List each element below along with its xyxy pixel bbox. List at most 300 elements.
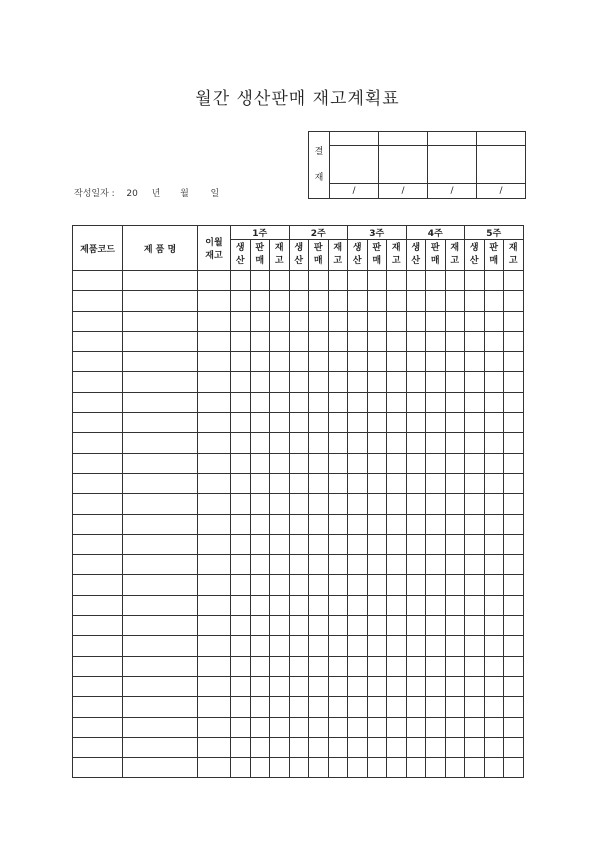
table-cell[interactable]: [406, 311, 426, 331]
table-cell[interactable]: [348, 534, 368, 554]
table-cell[interactable]: [198, 311, 231, 331]
table-cell[interactable]: [289, 494, 309, 514]
table-cell[interactable]: [328, 291, 348, 311]
table-cell[interactable]: [387, 291, 407, 311]
table-cell[interactable]: [504, 271, 524, 291]
table-cell[interactable]: [465, 352, 485, 372]
table-cell[interactable]: [123, 636, 198, 656]
table-cell[interactable]: [348, 555, 368, 575]
table-cell[interactable]: [123, 291, 198, 311]
table-cell[interactable]: [270, 473, 290, 493]
table-cell[interactable]: [289, 392, 309, 412]
table-cell[interactable]: [198, 473, 231, 493]
table-cell[interactable]: [289, 413, 309, 433]
table-cell[interactable]: [270, 737, 290, 757]
table-cell[interactable]: [348, 331, 368, 351]
table-cell[interactable]: [328, 271, 348, 291]
table-cell[interactable]: [504, 352, 524, 372]
table-cell[interactable]: [465, 291, 485, 311]
table-cell[interactable]: [367, 453, 387, 473]
table-cell[interactable]: [387, 413, 407, 433]
table-cell[interactable]: [123, 413, 198, 433]
table-cell[interactable]: [406, 656, 426, 676]
table-cell[interactable]: [484, 271, 504, 291]
table-cell[interactable]: [504, 372, 524, 392]
table-cell[interactable]: [426, 514, 446, 534]
table-cell[interactable]: [250, 392, 270, 412]
table-cell[interactable]: [445, 352, 465, 372]
table-cell[interactable]: [250, 575, 270, 595]
table-cell[interactable]: [387, 758, 407, 778]
table-cell[interactable]: [250, 737, 270, 757]
table-cell[interactable]: [348, 575, 368, 595]
table-cell[interactable]: [309, 453, 329, 473]
table-cell[interactable]: [309, 271, 329, 291]
table-cell[interactable]: [348, 758, 368, 778]
table-cell[interactable]: [504, 676, 524, 696]
table-cell[interactable]: [504, 433, 524, 453]
table-cell[interactable]: [406, 473, 426, 493]
table-cell[interactable]: [504, 311, 524, 331]
table-cell[interactable]: [328, 331, 348, 351]
table-cell[interactable]: [406, 534, 426, 554]
table-cell[interactable]: [348, 595, 368, 615]
table-cell[interactable]: [445, 737, 465, 757]
table-cell[interactable]: [445, 717, 465, 737]
table-cell[interactable]: [465, 311, 485, 331]
table-cell[interactable]: [289, 534, 309, 554]
table-cell[interactable]: [231, 636, 251, 656]
table-cell[interactable]: [426, 616, 446, 636]
table-cell[interactable]: [406, 758, 426, 778]
table-cell[interactable]: [348, 636, 368, 656]
table-cell[interactable]: [231, 656, 251, 676]
table-cell[interactable]: [465, 595, 485, 615]
table-cell[interactable]: [73, 676, 123, 696]
table-cell[interactable]: [484, 697, 504, 717]
table-cell[interactable]: [328, 656, 348, 676]
table-cell[interactable]: [387, 595, 407, 615]
table-cell[interactable]: [348, 453, 368, 473]
table-cell[interactable]: [484, 433, 504, 453]
table-cell[interactable]: [426, 717, 446, 737]
table-cell[interactable]: [465, 331, 485, 351]
table-cell[interactable]: [73, 575, 123, 595]
table-cell[interactable]: [198, 616, 231, 636]
table-cell[interactable]: [250, 271, 270, 291]
table-cell[interactable]: [465, 737, 485, 757]
table-cell[interactable]: [445, 616, 465, 636]
table-cell[interactable]: [309, 311, 329, 331]
table-cell[interactable]: [250, 636, 270, 656]
table-cell[interactable]: [198, 392, 231, 412]
table-cell[interactable]: [328, 717, 348, 737]
table-cell[interactable]: [231, 433, 251, 453]
table-cell[interactable]: [484, 392, 504, 412]
table-cell[interactable]: [123, 271, 198, 291]
table-cell[interactable]: [387, 392, 407, 412]
table-cell[interactable]: [426, 494, 446, 514]
table-cell[interactable]: [328, 534, 348, 554]
approval-title-slot[interactable]: [477, 132, 526, 146]
table-cell[interactable]: [367, 737, 387, 757]
table-cell[interactable]: [270, 758, 290, 778]
table-cell[interactable]: [309, 697, 329, 717]
table-cell[interactable]: [426, 331, 446, 351]
table-cell[interactable]: [426, 697, 446, 717]
approval-sign-slot[interactable]: [428, 146, 477, 184]
table-cell[interactable]: [348, 352, 368, 372]
table-cell[interactable]: [309, 737, 329, 757]
table-cell[interactable]: [198, 413, 231, 433]
table-cell[interactable]: [123, 331, 198, 351]
table-cell[interactable]: [250, 676, 270, 696]
table-cell[interactable]: [367, 331, 387, 351]
table-cell[interactable]: [387, 534, 407, 554]
table-cell[interactable]: [406, 331, 426, 351]
table-cell[interactable]: [289, 595, 309, 615]
table-cell[interactable]: [289, 758, 309, 778]
table-cell[interactable]: [289, 737, 309, 757]
approval-title-slot[interactable]: [379, 132, 428, 146]
table-cell[interactable]: [198, 758, 231, 778]
table-cell[interactable]: [465, 453, 485, 473]
table-cell[interactable]: [270, 433, 290, 453]
table-cell[interactable]: [367, 473, 387, 493]
table-cell[interactable]: [445, 494, 465, 514]
table-cell[interactable]: [367, 271, 387, 291]
table-cell[interactable]: [73, 311, 123, 331]
table-cell[interactable]: [484, 473, 504, 493]
table-cell[interactable]: [328, 555, 348, 575]
table-cell[interactable]: [270, 392, 290, 412]
table-cell[interactable]: [328, 392, 348, 412]
table-cell[interactable]: [198, 656, 231, 676]
table-cell[interactable]: [406, 372, 426, 392]
table-cell[interactable]: [484, 352, 504, 372]
table-cell[interactable]: [406, 494, 426, 514]
table-cell[interactable]: [198, 534, 231, 554]
table-cell[interactable]: [328, 616, 348, 636]
table-cell[interactable]: [289, 676, 309, 696]
table-cell[interactable]: [250, 331, 270, 351]
table-cell[interactable]: [270, 575, 290, 595]
table-cell[interactable]: [231, 717, 251, 737]
table-cell[interactable]: [289, 311, 309, 331]
table-cell[interactable]: [426, 555, 446, 575]
table-cell[interactable]: [426, 453, 446, 473]
table-cell[interactable]: [250, 473, 270, 493]
table-cell[interactable]: [270, 656, 290, 676]
table-cell[interactable]: [289, 372, 309, 392]
table-cell[interactable]: [123, 453, 198, 473]
table-cell[interactable]: [250, 697, 270, 717]
table-cell[interactable]: [73, 555, 123, 575]
table-cell[interactable]: [328, 453, 348, 473]
table-cell[interactable]: [367, 717, 387, 737]
table-cell[interactable]: [367, 595, 387, 615]
table-cell[interactable]: [309, 534, 329, 554]
table-cell[interactable]: [504, 514, 524, 534]
approval-title-slot[interactable]: [330, 132, 379, 146]
table-cell[interactable]: [123, 372, 198, 392]
table-cell[interactable]: [270, 453, 290, 473]
table-cell[interactable]: [465, 413, 485, 433]
table-cell[interactable]: [250, 372, 270, 392]
table-cell[interactable]: [445, 595, 465, 615]
approval-title-slot[interactable]: [428, 132, 477, 146]
table-cell[interactable]: [198, 291, 231, 311]
table-cell[interactable]: [348, 392, 368, 412]
table-cell[interactable]: [465, 514, 485, 534]
table-cell[interactable]: [328, 697, 348, 717]
table-cell[interactable]: [231, 514, 251, 534]
table-cell[interactable]: [289, 453, 309, 473]
table-cell[interactable]: [289, 656, 309, 676]
table-cell[interactable]: [73, 433, 123, 453]
table-cell[interactable]: [309, 392, 329, 412]
table-cell[interactable]: [198, 352, 231, 372]
table-cell[interactable]: [328, 676, 348, 696]
approval-sign-slot[interactable]: [477, 146, 526, 184]
table-cell[interactable]: [367, 534, 387, 554]
table-cell[interactable]: [465, 676, 485, 696]
table-cell[interactable]: [309, 656, 329, 676]
table-cell[interactable]: [123, 392, 198, 412]
table-cell[interactable]: [406, 717, 426, 737]
table-cell[interactable]: [387, 737, 407, 757]
table-cell[interactable]: [445, 534, 465, 554]
table-cell[interactable]: [504, 575, 524, 595]
table-cell[interactable]: [445, 413, 465, 433]
table-cell[interactable]: [426, 372, 446, 392]
table-cell[interactable]: [73, 697, 123, 717]
table-cell[interactable]: [231, 413, 251, 433]
table-cell[interactable]: [484, 413, 504, 433]
table-cell[interactable]: [198, 737, 231, 757]
table-cell[interactable]: [348, 372, 368, 392]
table-cell[interactable]: [73, 717, 123, 737]
table-cell[interactable]: [250, 453, 270, 473]
table-cell[interactable]: [504, 413, 524, 433]
table-cell[interactable]: [426, 473, 446, 493]
table-cell[interactable]: [406, 433, 426, 453]
table-cell[interactable]: [123, 534, 198, 554]
table-cell[interactable]: [465, 575, 485, 595]
table-cell[interactable]: [309, 331, 329, 351]
table-cell[interactable]: [484, 311, 504, 331]
table-cell[interactable]: [445, 392, 465, 412]
table-cell[interactable]: [123, 595, 198, 615]
table-cell[interactable]: [328, 473, 348, 493]
table-cell[interactable]: [198, 271, 231, 291]
table-cell[interactable]: [484, 494, 504, 514]
table-cell[interactable]: [250, 717, 270, 737]
table-cell[interactable]: [289, 433, 309, 453]
table-cell[interactable]: [250, 352, 270, 372]
table-cell[interactable]: [73, 494, 123, 514]
table-cell[interactable]: [328, 575, 348, 595]
table-cell[interactable]: [250, 656, 270, 676]
table-cell[interactable]: [406, 453, 426, 473]
table-cell[interactable]: [73, 616, 123, 636]
table-cell[interactable]: [465, 494, 485, 514]
table-cell[interactable]: [367, 352, 387, 372]
table-cell[interactable]: [465, 636, 485, 656]
table-cell[interactable]: [73, 331, 123, 351]
table-cell[interactable]: [250, 534, 270, 554]
table-cell[interactable]: [387, 514, 407, 534]
table-cell[interactable]: [426, 433, 446, 453]
table-cell[interactable]: [309, 433, 329, 453]
table-cell[interactable]: [250, 758, 270, 778]
table-cell[interactable]: [406, 352, 426, 372]
table-cell[interactable]: [445, 433, 465, 453]
table-cell[interactable]: [426, 575, 446, 595]
table-cell[interactable]: [231, 555, 251, 575]
table-cell[interactable]: [348, 433, 368, 453]
table-cell[interactable]: [270, 413, 290, 433]
table-cell[interactable]: [289, 514, 309, 534]
table-cell[interactable]: [270, 555, 290, 575]
table-cell[interactable]: [289, 636, 309, 656]
table-cell[interactable]: [387, 575, 407, 595]
table-cell[interactable]: [367, 413, 387, 433]
table-cell[interactable]: [504, 291, 524, 311]
approval-sign-slot[interactable]: [330, 146, 379, 184]
table-cell[interactable]: [367, 697, 387, 717]
table-cell[interactable]: [348, 514, 368, 534]
table-cell[interactable]: [123, 494, 198, 514]
table-cell[interactable]: [123, 676, 198, 696]
table-cell[interactable]: [445, 453, 465, 473]
table-cell[interactable]: [73, 271, 123, 291]
table-cell[interactable]: [73, 352, 123, 372]
table-cell[interactable]: [406, 575, 426, 595]
table-cell[interactable]: [484, 372, 504, 392]
table-cell[interactable]: [309, 352, 329, 372]
table-cell[interactable]: [309, 413, 329, 433]
table-cell[interactable]: [231, 758, 251, 778]
table-cell[interactable]: [445, 656, 465, 676]
table-cell[interactable]: [309, 758, 329, 778]
table-cell[interactable]: [367, 494, 387, 514]
table-cell[interactable]: [484, 575, 504, 595]
table-cell[interactable]: [406, 555, 426, 575]
table-cell[interactable]: [328, 494, 348, 514]
table-cell[interactable]: [445, 331, 465, 351]
table-cell[interactable]: [231, 575, 251, 595]
approval-date-slot[interactable]: /: [330, 184, 379, 199]
table-cell[interactable]: [309, 616, 329, 636]
table-cell[interactable]: [231, 392, 251, 412]
table-cell[interactable]: [465, 616, 485, 636]
table-cell[interactable]: [309, 595, 329, 615]
table-cell[interactable]: [484, 636, 504, 656]
table-cell[interactable]: [465, 697, 485, 717]
table-cell[interactable]: [123, 311, 198, 331]
table-cell[interactable]: [445, 697, 465, 717]
table-cell[interactable]: [406, 595, 426, 615]
table-cell[interactable]: [406, 413, 426, 433]
table-cell[interactable]: [484, 717, 504, 737]
table-cell[interactable]: [367, 433, 387, 453]
table-cell[interactable]: [504, 656, 524, 676]
table-cell[interactable]: [231, 595, 251, 615]
table-cell[interactable]: [270, 494, 290, 514]
table-cell[interactable]: [348, 737, 368, 757]
table-cell[interactable]: [123, 433, 198, 453]
table-cell[interactable]: [73, 534, 123, 554]
table-cell[interactable]: [465, 473, 485, 493]
table-cell[interactable]: [231, 616, 251, 636]
approval-date-slot[interactable]: /: [428, 184, 477, 199]
table-cell[interactable]: [484, 595, 504, 615]
table-cell[interactable]: [484, 758, 504, 778]
table-cell[interactable]: [445, 271, 465, 291]
table-cell[interactable]: [309, 494, 329, 514]
table-cell[interactable]: [465, 271, 485, 291]
table-cell[interactable]: [387, 697, 407, 717]
table-cell[interactable]: [328, 372, 348, 392]
year-prefix[interactable]: 20: [126, 189, 138, 199]
table-cell[interactable]: [198, 453, 231, 473]
table-cell[interactable]: [270, 697, 290, 717]
table-cell[interactable]: [309, 473, 329, 493]
table-cell[interactable]: [250, 413, 270, 433]
table-cell[interactable]: [387, 555, 407, 575]
table-cell[interactable]: [367, 616, 387, 636]
table-cell[interactable]: [328, 352, 348, 372]
table-cell[interactable]: [426, 636, 446, 656]
table-cell[interactable]: [198, 331, 231, 351]
table-cell[interactable]: [387, 372, 407, 392]
table-cell[interactable]: [387, 636, 407, 656]
table-cell[interactable]: [445, 636, 465, 656]
table-cell[interactable]: [465, 717, 485, 737]
table-cell[interactable]: [348, 271, 368, 291]
table-cell[interactable]: [198, 575, 231, 595]
table-cell[interactable]: [289, 291, 309, 311]
table-cell[interactable]: [484, 616, 504, 636]
table-cell[interactable]: [504, 392, 524, 412]
table-cell[interactable]: [231, 453, 251, 473]
table-cell[interactable]: [270, 271, 290, 291]
approval-sign-slot[interactable]: [379, 146, 428, 184]
table-cell[interactable]: [465, 433, 485, 453]
table-cell[interactable]: [231, 291, 251, 311]
table-cell[interactable]: [123, 717, 198, 737]
table-cell[interactable]: [231, 271, 251, 291]
table-cell[interactable]: [367, 676, 387, 696]
table-cell[interactable]: [367, 656, 387, 676]
table-cell[interactable]: [328, 514, 348, 534]
table-cell[interactable]: [406, 271, 426, 291]
table-cell[interactable]: [484, 676, 504, 696]
table-cell[interactable]: [309, 676, 329, 696]
table-cell[interactable]: [426, 291, 446, 311]
table-cell[interactable]: [445, 758, 465, 778]
table-cell[interactable]: [289, 271, 309, 291]
table-cell[interactable]: [250, 311, 270, 331]
table-cell[interactable]: [73, 737, 123, 757]
table-cell[interactable]: [504, 494, 524, 514]
table-cell[interactable]: [289, 616, 309, 636]
table-cell[interactable]: [231, 473, 251, 493]
table-cell[interactable]: [426, 758, 446, 778]
table-cell[interactable]: [231, 311, 251, 331]
table-cell[interactable]: [289, 331, 309, 351]
